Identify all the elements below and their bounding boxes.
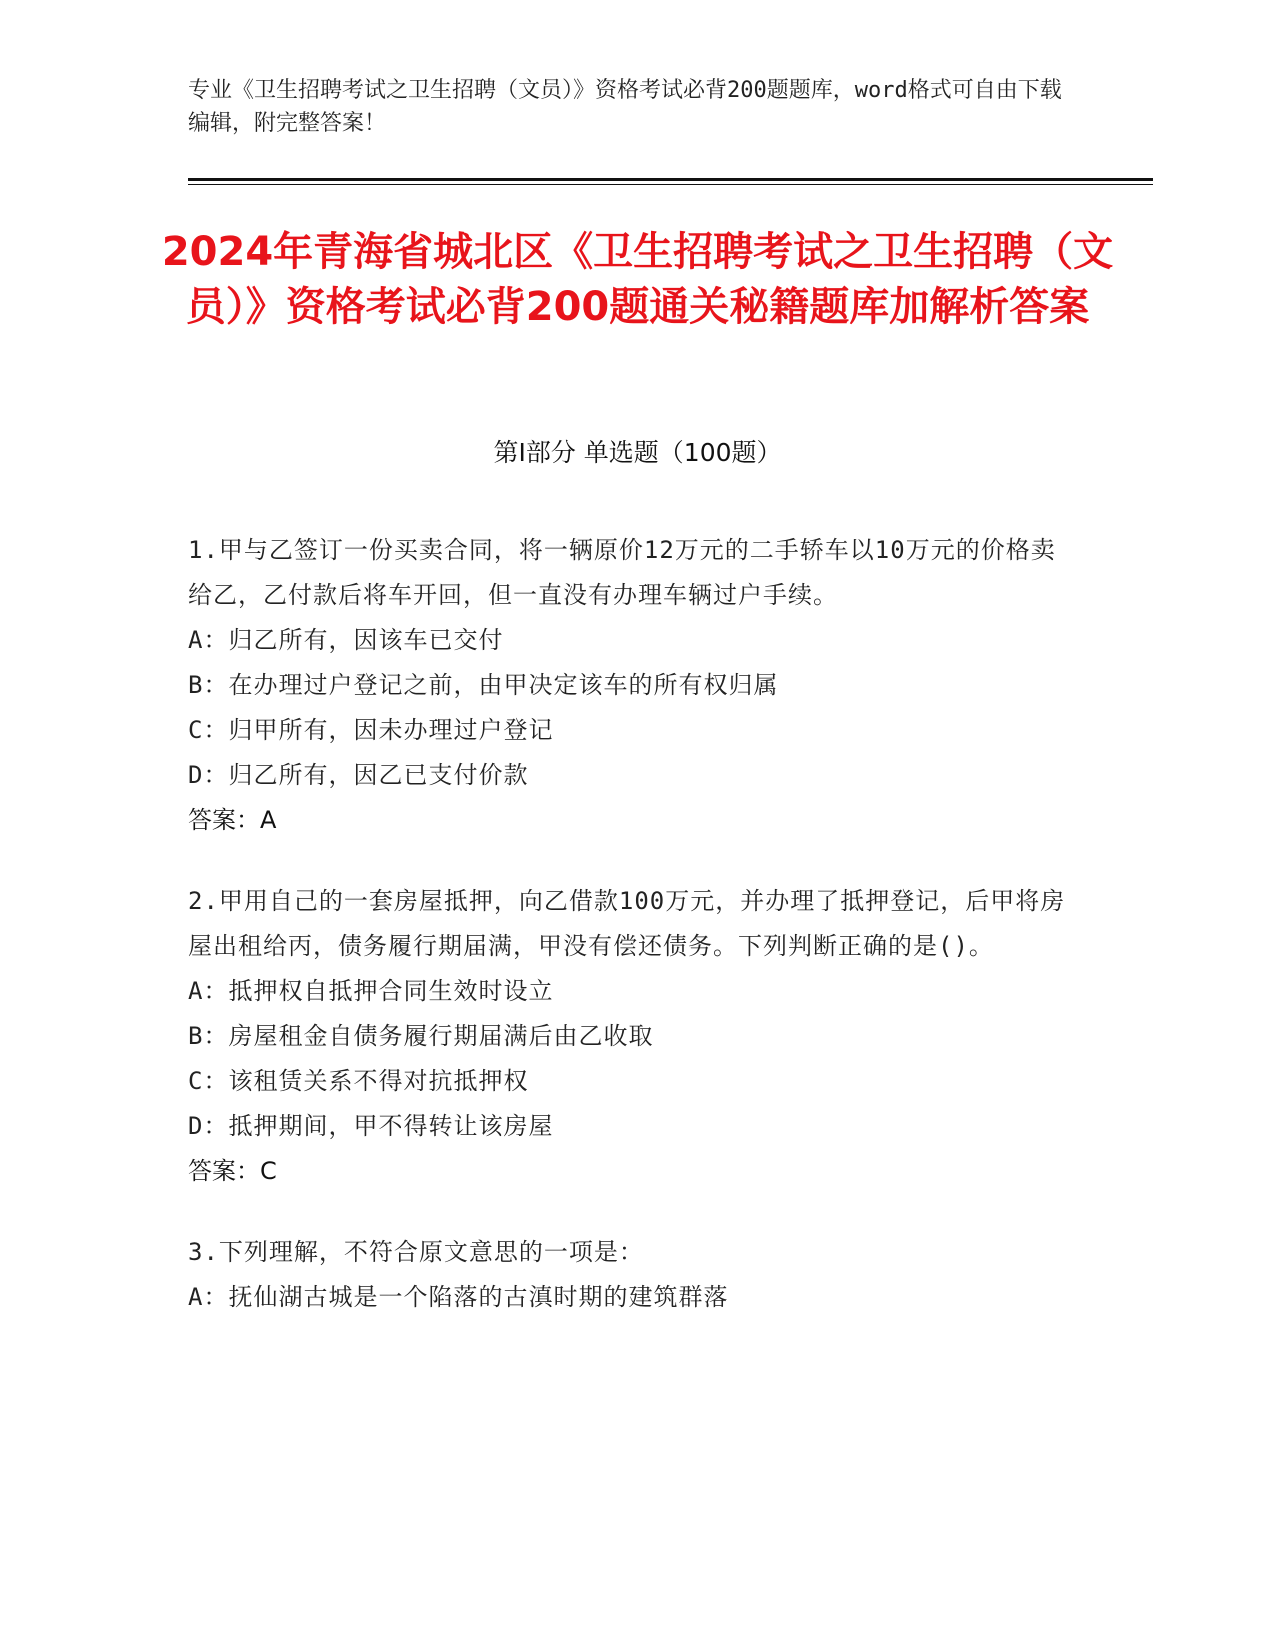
header-divider-thick xyxy=(188,178,1153,181)
document-title: 2024年青海省城北区《卫生招聘考试之卫生招聘（文员）》资格考试必背200题通关秘籍题库加解析答案 xyxy=(161,229,1114,330)
header-divider-thin xyxy=(188,184,1153,185)
option-b: B：在办理过户登记之前，由甲决定该车的所有权归属 xyxy=(188,671,779,699)
option-a: A：归乙所有，因该车已交付 xyxy=(188,626,504,654)
question-list xyxy=(188,528,1068,1356)
question-stem: 1.甲与乙签订一份买卖合同，将一辆原价12万元的二手轿车以10万元的价格卖给乙，乙付款后将车开回，但一直没有办理车辆过户手续。 xyxy=(188,536,1056,609)
answer-line: 答案：A xyxy=(188,806,277,834)
question-item xyxy=(188,1230,1068,1320)
answer-line: 答案：C xyxy=(188,1157,277,1185)
option-a: A：抚仙湖古城是一个陷落的古滇时期的建筑群落 xyxy=(188,1283,729,1311)
option-a: A：抵押权自抵押合同生效时设立 xyxy=(188,977,554,1005)
option-c: C：该租赁关系不得对抗抵押权 xyxy=(188,1067,529,1095)
header-note: 专业《卫生招聘考试之卫生招聘（文员）》资格考试必背200题题库，word格式可自由下载编辑，附完整答案！ xyxy=(188,78,1062,136)
question-stem: 3.下列理解，不符合原文意思的一项是： xyxy=(188,1238,644,1266)
question-stem: 2.甲用自己的一套房屋抵押，向乙借款100万元，并办理了抵押登记，后甲将房屋出租给丙，债务履行期届满，甲没有偿还债务。下列判断正确的是()。 xyxy=(188,887,1066,960)
question-item xyxy=(188,528,1068,843)
option-b: B：房屋租金自债务履行期届满后由乙收取 xyxy=(188,1022,654,1050)
option-d: D：抵押期间，甲不得转让该房屋 xyxy=(188,1112,554,1140)
option-c: C：归甲所有，因未办理过户登记 xyxy=(188,716,554,744)
option-d: D：归乙所有，因乙已支付价款 xyxy=(188,761,529,789)
question-item xyxy=(188,879,1068,1194)
section-title: 第Ⅰ部分 单选题（100题） xyxy=(493,438,782,467)
